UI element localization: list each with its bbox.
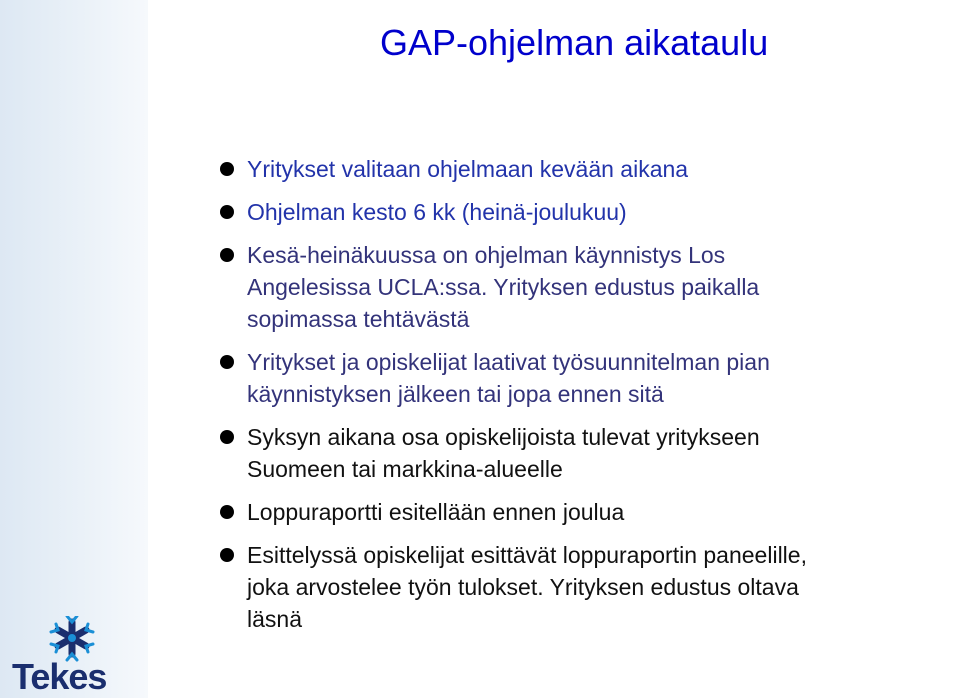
bullet-line: sopimassa tehtävästä xyxy=(247,306,470,332)
bullet-item xyxy=(218,196,958,228)
bullet-line: Esittelyssä opiskelijat esittävät loppuraportin paneelille, xyxy=(247,542,807,568)
bullet-dot-icon xyxy=(220,162,234,176)
slide-title: GAP-ohjelman aikataulu xyxy=(380,22,769,63)
bullet-dot-icon xyxy=(220,548,234,562)
bullet-line: läsnä xyxy=(247,606,302,632)
bullet-item xyxy=(218,421,958,485)
bullet-line: Syksyn aikana osa opiskelijoista tulevat yritykseen xyxy=(247,424,760,450)
bullet-line: Suomeen tai markkina-alueelle xyxy=(247,456,563,482)
bullet-line: joka arvostelee työn tulokset. Yrityksen edustus oltava xyxy=(247,574,799,600)
tekes-logo-text: Tekes xyxy=(12,656,107,697)
bullet-dot-icon xyxy=(220,505,234,519)
bullet-line: Yritykset ja opiskelijat laativat työsuunnitelman pian xyxy=(247,349,770,375)
bullet-line: Loppuraportti esitellään ennen joulua xyxy=(247,499,625,525)
bullet-item xyxy=(218,239,958,335)
bullet-item xyxy=(218,153,958,185)
sidebar-band xyxy=(0,0,148,698)
bullet-line: Kesä-heinäkuussa on ohjelman käynnistys Los xyxy=(247,242,726,268)
bullet-dot-icon xyxy=(220,248,234,262)
bullet-dot-icon xyxy=(220,430,234,444)
bullet-list xyxy=(218,153,958,646)
bullet-item xyxy=(218,346,958,410)
bullet-dot-icon xyxy=(220,205,234,219)
bullet-item xyxy=(218,496,958,528)
bullet-line: Angelesissa UCLA:ssa. Yrityksen edustus paikalla xyxy=(247,274,760,300)
bullet-line: Yritykset valitaan ohjelmaan kevään aikana xyxy=(247,156,689,182)
bullet-line: käynnistyksen jälkeen tai jopa ennen sitä xyxy=(247,381,664,407)
bullet-dot-icon xyxy=(220,355,234,369)
bullet-item xyxy=(218,539,958,635)
bullet-line: Ohjelman kesto 6 kk (heinä-joulukuu) xyxy=(247,199,627,225)
